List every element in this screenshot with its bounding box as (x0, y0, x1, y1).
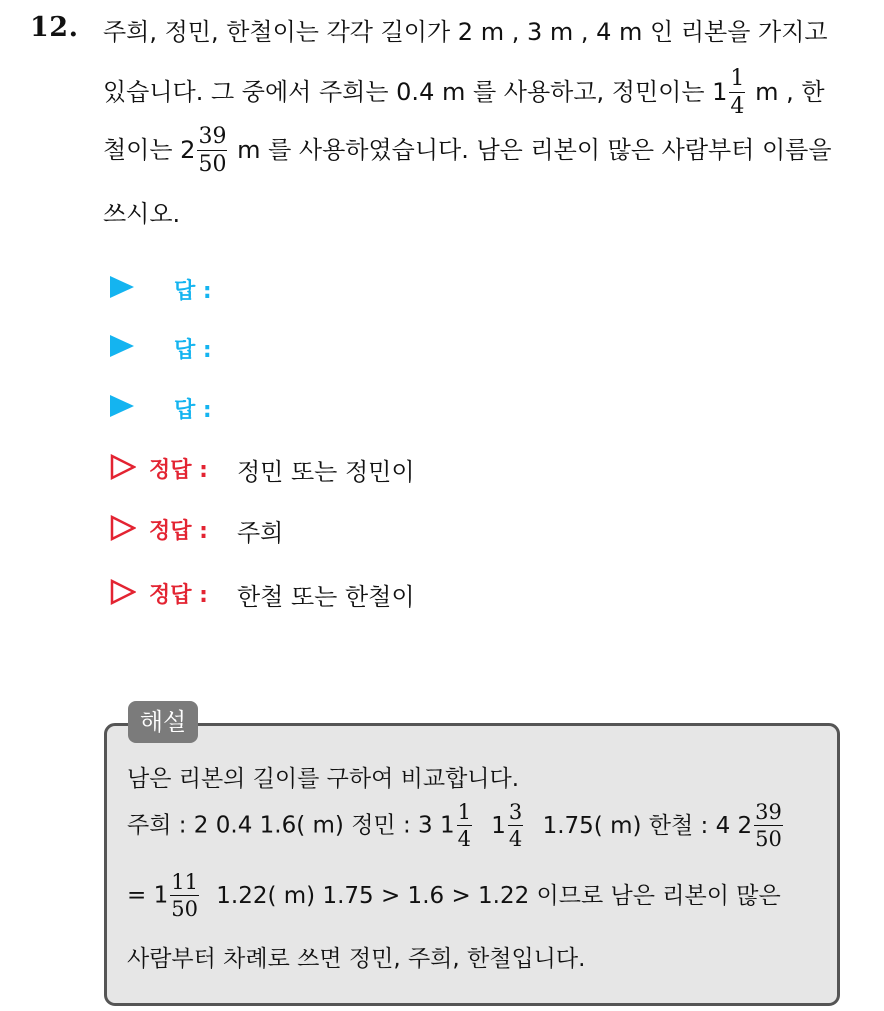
question-line-2-unit: m , 한 (755, 78, 825, 106)
fraction-denominator: 4 (730, 94, 745, 119)
fraction-numerator: 3 (508, 800, 523, 824)
fraction-denominator: 50 (171, 897, 198, 921)
fraction-numerator: 39 (755, 800, 782, 824)
answer-label: 답 : (174, 338, 212, 363)
fraction-numerator: 11 (171, 870, 198, 894)
explanation-text: 1 (491, 812, 506, 839)
answer-label: 답 : (174, 398, 212, 423)
fraction-1-4 (457, 802, 472, 850)
explanation-text: 1.22( m) 1.75 > 1.6 > 1.22 이므로 남은 리본이 많은 (216, 882, 781, 909)
fraction-11-50 (170, 872, 199, 920)
fraction-39-50 (754, 802, 783, 850)
fraction-denominator: 4 (457, 827, 471, 851)
fraction-numerator: 1 (457, 800, 471, 824)
question-line-1: 주희, 정민, 한철이는 각각 길이가 2 m , 3 m , 4 m 인 리본을 가지고 (103, 18, 828, 46)
explanation-text: = 1 (127, 882, 169, 909)
correct-value: 주희 (237, 519, 284, 547)
question-line-2-text: 있습니다. 그 중에서 주희는 0.4 m 를 사용하고, 정민이는 1 (103, 78, 728, 106)
question-line-4: 쓰시오. (103, 200, 181, 228)
answer-row-2[interactable] (110, 329, 212, 363)
explanation-line-2 (127, 802, 785, 850)
play-triangle-icon (110, 395, 134, 417)
explanation-text: 1.75( m) 한철 : 4 2 (542, 812, 753, 839)
play-triangle-icon (110, 335, 134, 357)
question-number: 12. (30, 12, 79, 43)
fraction-denominator: 50 (198, 152, 227, 177)
fraction-numerator: 39 (198, 124, 227, 149)
explanation-line-4: 사람부터 차례로 쓰면 정민, 주희, 한철입니다. (127, 946, 586, 972)
outline-triangle-icon (110, 515, 136, 541)
question-line-3 (103, 126, 832, 176)
explanation-text: 주희 : 2 0.4 1.6( m) 정민 : 3 1 (127, 812, 455, 839)
correct-value: 한철 또는 한철이 (237, 583, 415, 611)
answer-label: 답 : (174, 279, 212, 304)
question-line-3-rest: m 를 사용하였습니다. 남은 리본이 많은 사람부터 이름을 (237, 136, 832, 164)
question-line-2 (103, 68, 825, 118)
correct-label: 정답 : (149, 458, 208, 483)
play-triangle-icon (110, 276, 134, 298)
correct-label: 정답 : (149, 519, 208, 544)
answer-row-1[interactable] (110, 270, 212, 304)
answer-row-3[interactable] (110, 389, 212, 423)
correct-label: 정답 : (149, 583, 208, 608)
explanation-tag: 해설 (128, 701, 198, 743)
fraction-denominator: 50 (755, 827, 782, 851)
question-line-3-text: 철이는 2 (103, 136, 196, 164)
explanation-line-3 (127, 872, 781, 920)
correct-value: 정민 또는 정민이 (237, 458, 415, 486)
outline-triangle-icon (110, 579, 136, 605)
fraction-denominator: 4 (508, 827, 523, 851)
fraction-1-4 (729, 68, 745, 118)
fraction-39-50 (197, 126, 227, 176)
fraction-numerator: 1 (730, 66, 745, 91)
outline-triangle-icon (110, 454, 136, 480)
explanation-line-1: 남은 리본의 길이를 구하여 비교합니다. (127, 766, 520, 792)
fraction-3-4 (508, 802, 523, 850)
